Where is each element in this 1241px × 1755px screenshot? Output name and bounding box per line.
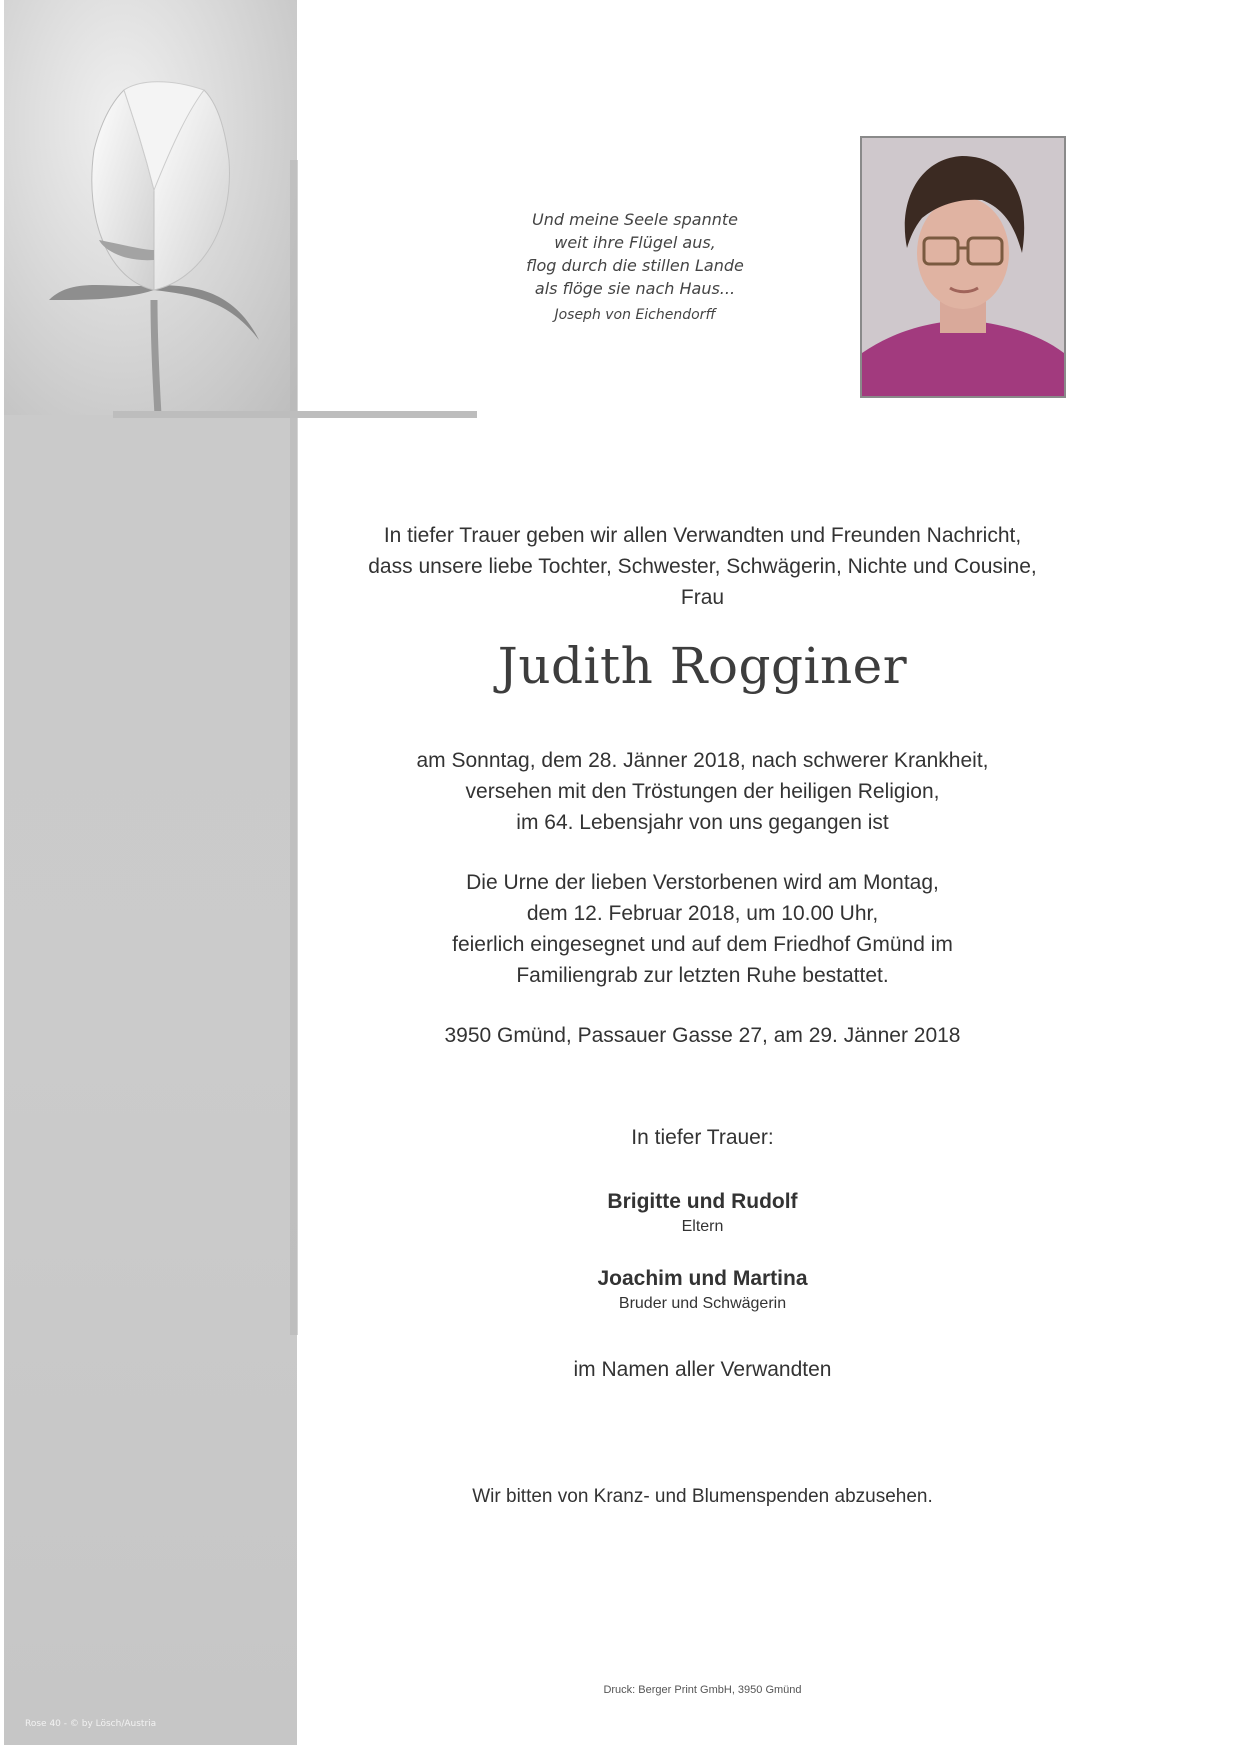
rose-image xyxy=(4,0,297,415)
on-behalf-line: im Namen aller Verwandten xyxy=(573,1358,832,1381)
mourner-entry xyxy=(330,1267,1075,1313)
cross-bar xyxy=(113,411,477,418)
quote-line: als flöge sie nach Haus... xyxy=(534,279,736,298)
intro-line: dass unsere liebe Tochter, Schwester, Schwägerin, Nichte und Cousine, xyxy=(368,555,1037,578)
place-and-date: 3950 Gmünd, Passauer Gasse 27, am 29. Jänner 2018 xyxy=(444,1024,961,1047)
quote-line: weit ihre Flügel aus, xyxy=(554,233,716,252)
intro-line: Frau xyxy=(680,586,725,609)
panel-edge-line xyxy=(290,160,298,1335)
quote-line: Und meine Seele spannte xyxy=(532,210,738,229)
poem-quote xyxy=(480,208,790,327)
funeral-line: Die Urne der lieben Verstorbenen wird am Montag, xyxy=(466,871,939,894)
mourner-relation: Eltern xyxy=(681,1218,724,1235)
quote-line: flog durch die stillen Lande xyxy=(526,256,744,275)
mourner-relation: Bruder und Schwägerin xyxy=(618,1295,787,1312)
mourners-heading: In tiefer Trauer: xyxy=(631,1126,774,1149)
funeral-line: Familiengrab zur letzten Ruhe bestattet. xyxy=(516,964,889,987)
funeral-details xyxy=(330,867,1075,991)
announcement-intro xyxy=(330,520,1075,613)
death-details xyxy=(330,745,1075,838)
mourner-name: Brigitte und Rudolf xyxy=(607,1190,798,1213)
death-line: am Sonntag, dem 28. Jänner 2018, nach schwerer Krankheit, xyxy=(416,749,989,772)
donation-request: Wir bitten von Kranz- und Blumenspenden abzusehen. xyxy=(472,1486,933,1507)
portrait-photo xyxy=(860,136,1066,398)
deceased-name: Judith Rogginer xyxy=(497,637,908,695)
death-line: im 64. Lebensjahr von uns gegangen ist xyxy=(516,811,889,834)
funeral-line: feierlich eingesegnet und auf dem Friedhof Gmünd im xyxy=(452,933,953,956)
printer-credit: Druck: Berger Print GmbH, 3950 Gmünd xyxy=(603,1684,802,1696)
quote-author: Joseph von Eichendorff xyxy=(554,307,716,323)
intro-line: In tiefer Trauer geben wir allen Verwandten und Freunden Nachricht, xyxy=(383,524,1022,547)
death-line: versehen mit den Tröstungen der heiligen Religion, xyxy=(465,780,940,803)
image-credit: Rose 40 - © by Lösch/Austria xyxy=(25,1719,157,1729)
mourner-entry xyxy=(330,1190,1075,1236)
mourner-name: Joachim und Martina xyxy=(597,1267,808,1290)
funeral-line: dem 12. Februar 2018, um 10.00 Uhr, xyxy=(526,902,879,925)
